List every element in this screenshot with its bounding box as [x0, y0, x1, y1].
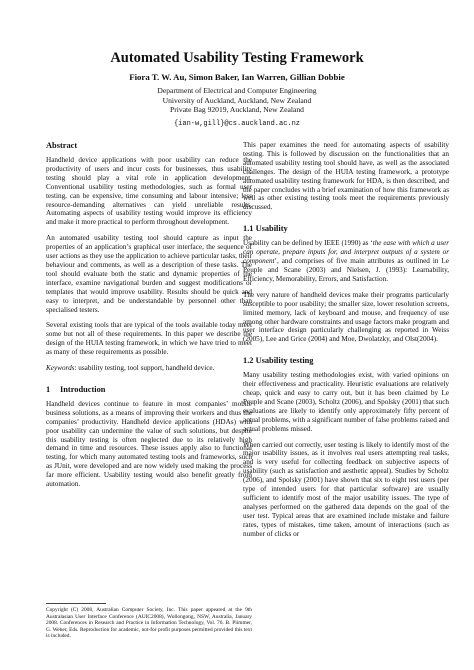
usability-paragraph [243, 239, 449, 284]
subsection-heading-usability: 1.1 Usability [243, 224, 288, 234]
keywords-line [46, 364, 252, 373]
text-span: Usability can be defined by IEEE (1990) as ‘ [243, 239, 373, 248]
affiliation-line: Private Bag 92019, Auckland, New Zealand [170, 105, 304, 115]
subsection-heading-usability-testing: 1.2 Usability testing [243, 356, 314, 366]
abstract-paragraph: Handheld device applications with poor usability can reduce the productivity of users and incur costs for businesses, thus usability testing should play a vital role in application development. Conventional usability testing methodologies, such as formal user testing, can be expensive, time consuming and labour intensive; less resource-demanding alternatives can yield unreliable results. Automating aspects of usability testing would improve its efficiency and make it more practical to perform throughout development. [46, 156, 252, 227]
introduction-paragraph: Handheld devices continue to feature in most companies’ mobile business solutions, as a means of improving their workers and thus the companies’ productivity. Handheld device applications (HDAs) with poor usability can undermine the value of such solutions, but despite this usability testing is often neglected due to its relatively high demand in time and resources. These issues apply also to functional testing, for which many automated testing tools and frameworks, such as JUnit, were developed and are now widely used making the process far more efficient. Usability testing would also benefit greatly from automation. [46, 399, 252, 489]
paper-title: Automated Usability Testing Framework [110, 50, 364, 66]
copyright-notice: Copyright (C) 2008, Australian Computer Society, Inc. This paper appeared at the 9th Australasian User Interface Conference (AUIC2008), Wollongong, NSW, Australia, January 2008. Conferences in Research and Practice in Information Technology, Vol. 76. B. Plimmer, G. Weber, Eds. Reproduction for academic, not-for profit purposes permitted provided this text is included. [46, 607, 252, 640]
abstract-paragraph: Several existing tools that are typical of the tools available today meet some but not all of these requirements. In this paper we describe the design of the HUIA testing framework, in which we have tried to meet as many of these requirements as possible. [46, 321, 252, 357]
usability-testing-paragraph: When carried out correctly, user testing is likely to identify most of the major usability issues, as it involves real users attempting real tasks, and is very useful for collecting feedback on subjective aspects of usability (such as satisfaction and aesthetic appeal). Studies by Scholtz (2006), and Spolsky (2001) have shown that six to eight test users (per type of intended users for that particular software) are usually sufficient to identify most of the major usability issues. The type of analyses performed on the gathered data depends on the goal of the user test. Typical areas that are examined include mistake and failure rates, types of mistakes, time taken, amount of interactions (such as number of clicks or [243, 440, 449, 538]
usability-testing-paragraph: Many usability testing methodologies exist, with varied opinions on their effectiveness and practicality. Heuristic evaluations are relatively cheap, quick and easy to carry out, but it has been claimed by Le Peuple and Scane (2003), Scholtz (2006), and Spolsky (2001) that such evaluations are likely to identify only approximately fifty percent of actual problems, with a significant number of false problems raised and actual problems missed. [243, 371, 449, 433]
abstract-heading: Abstract [46, 141, 78, 150]
left-column [46, 141, 252, 496]
affiliation-line: University of Auckland, Auckland, New Zealand [162, 95, 312, 105]
introduction-paragraph: This paper examines the need for automating aspects of usability testing. This is followed by discussion on the functionalities that an automated usability testing tool should have, as well as the associated challenges. The design of the HUIA testing framework, a prototype automated usability testing framework for HDA, is then described, and the paper concludes with a brief examination of how this framework as well as other existing testing tools meet the requirements previously discussed. [243, 141, 449, 212]
right-column [243, 141, 449, 546]
abstract-paragraph: An automated usability testing tool should capture as input the properties of an application’s graphical user interface, the sequence of user actions as they use the application to achieve particular tasks, their behaviour and comments, as well as a description of these tasks. The tool should evaluate both the static and dynamic properties of the interface, examine navigational burden and suggest modifications or templates that would improve usability. Results should be quick and easy to interpret, and be understandable by personnel other than specialised testers. [46, 234, 252, 314]
affiliation-block [0, 86, 474, 115]
keywords-label: Keywords [46, 364, 75, 373]
section-number: 1 [46, 384, 51, 394]
introduction-heading [46, 385, 252, 395]
keywords-text: : usability testing, tool support, handheld device. [74, 364, 215, 373]
text-span: ’, and comprises of five main attributes as outlined in Le Peuple and Scane (2003) and Nielsen, J. (1993): Learnability, Efficiency, Memorability, Errors, and Satisfaction. [243, 257, 449, 283]
footnote-rule [46, 603, 106, 604]
affiliation-line: Department of Electrical and Computer Engineering [157, 86, 317, 95]
definition-quote: the ease with which a user can operate, prepare inputs for, and interpret outputs of a system or component [243, 239, 449, 266]
section-title: Introduction [60, 384, 106, 394]
usability-paragraph: The very nature of handheld devices make their programs particularly susceptible to poor usability; the smaller size, lower resolution screens, limited memory, lack of keyboard and mouse, and frequency of use among other hardware constraints and usage factors make program and user interface design particularly challenging as reported in Weiss (2005), Lee and Grice (2004) and Moe, Dwolatzky, and Olst(2004). [243, 290, 449, 344]
author-email: {ian-w,gill}@cs.auckland.ac.nz [173, 120, 301, 128]
author-list: Fiora T. W. Au, Simon Baker, Ian Warren, Gillian Dobbie [129, 72, 345, 82]
